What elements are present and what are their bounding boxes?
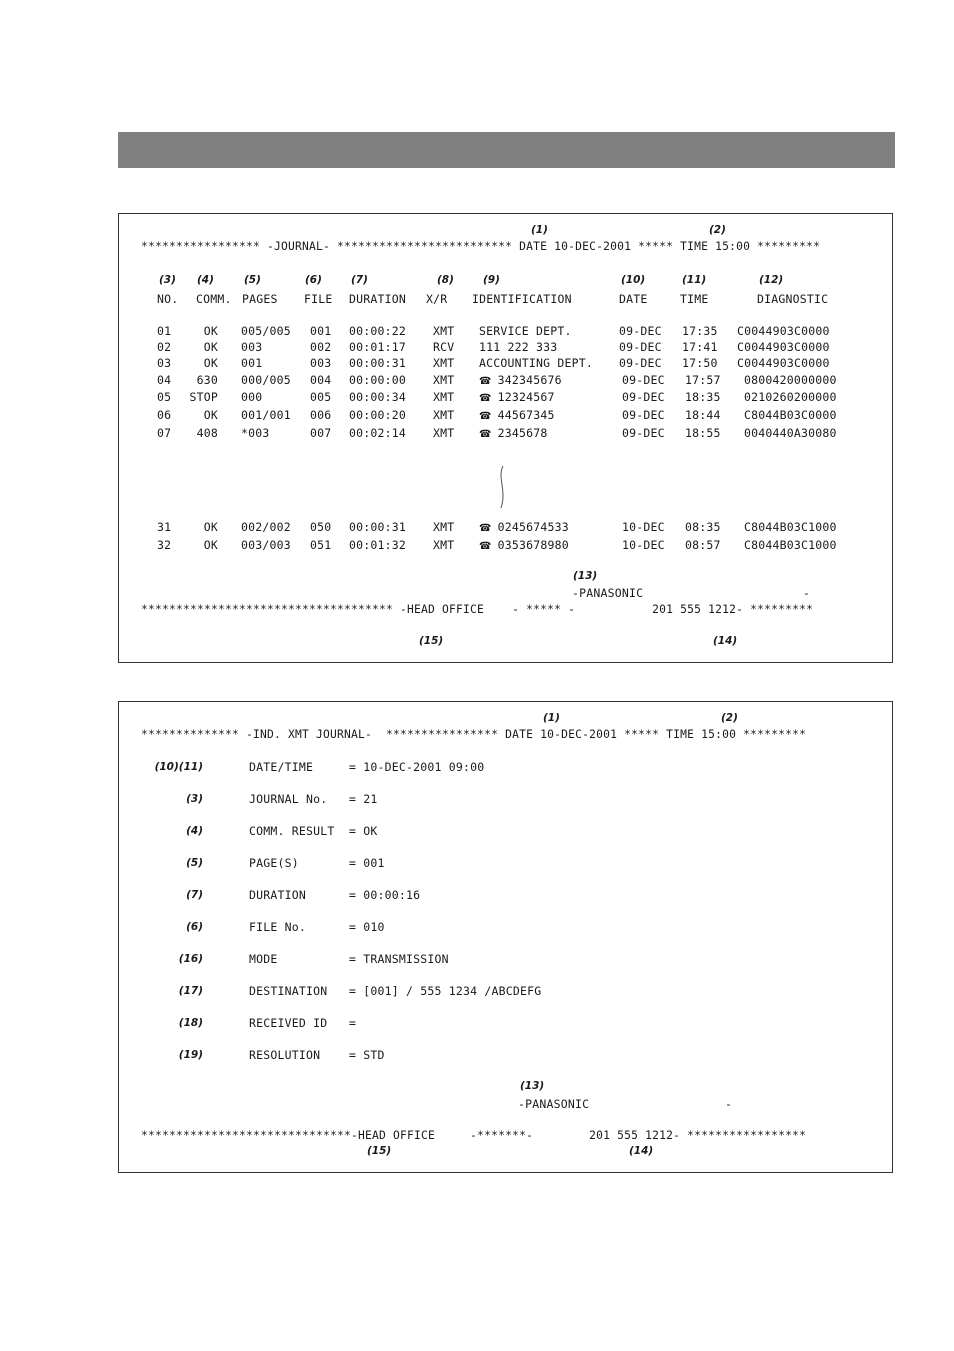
field-callout: (6) [186, 921, 203, 933]
cell-duration: 00:00:34 [349, 390, 406, 404]
field-label: FILE No. [249, 920, 306, 934]
column-callout: (6) [305, 274, 322, 286]
ind-xmt-journal-report [118, 701, 893, 1173]
cell-no: 31 [157, 520, 172, 534]
cell-id-text: 2345678 [497, 426, 548, 440]
cell-duration: 00:00:22 [349, 324, 406, 338]
cell-time: 18:35 [685, 390, 721, 404]
cell-id [479, 408, 555, 424]
column-header: NO. [157, 292, 179, 306]
cell-xr: XMT [433, 520, 455, 534]
column-header: COMM. [196, 292, 232, 306]
cell-no: 06 [157, 408, 172, 422]
cell-pages: 003/003 [241, 538, 291, 552]
column-callout: (5) [244, 274, 261, 286]
cell-pages: 003 [241, 340, 263, 354]
cell-file: 005 [310, 390, 332, 404]
cell-duration: 00:01:17 [349, 340, 406, 354]
cell-id [479, 520, 569, 536]
cell-id [479, 538, 569, 554]
cell-xr: RCV [433, 340, 455, 354]
field-label: RESOLUTION [249, 1048, 321, 1062]
footer-line: ************************************ -HEAD OFFICE - ***** - 201 555 1212- ********* [141, 603, 814, 616]
callout-13: (13) [520, 1080, 545, 1092]
cell-pages: 001/001 [241, 408, 291, 422]
cell-time: 08:35 [685, 520, 721, 534]
cell-comm: OK [203, 520, 218, 534]
cell-xr: XMT [433, 538, 455, 552]
cell-comm: 408 [196, 426, 218, 440]
cell-time: 08:57 [685, 538, 721, 552]
column-callout: (8) [437, 274, 454, 286]
callout-1: (1) [543, 712, 560, 724]
cell-date: 09-DEC [622, 426, 665, 440]
cell-no: 02 [157, 340, 172, 354]
cell-file: 004 [310, 373, 332, 387]
cell-time: 18:44 [685, 408, 721, 422]
cell-pages: 001 [241, 356, 263, 370]
field-callout: (4) [186, 825, 203, 837]
cell-comm: OK [203, 408, 218, 422]
cell-time: 17:57 [685, 373, 721, 387]
cell-time: 17:41 [682, 340, 718, 354]
callout-2: (2) [721, 712, 738, 724]
cell-diag: C0044903C0000 [737, 324, 830, 338]
cell-id-text: 44567345 [497, 408, 555, 422]
cell-duration: 00:02:14 [349, 426, 406, 440]
cell-diag: C8044B03C1000 [744, 520, 837, 534]
cell-id [479, 390, 555, 406]
cell-file: 006 [310, 408, 332, 422]
column-callout: (9) [483, 274, 500, 286]
field-callout: (7) [186, 889, 203, 901]
cell-no: 07 [157, 426, 172, 440]
cell-diag: 0210260200000 [744, 390, 837, 404]
field-label: RECEIVED ID [249, 1016, 328, 1030]
cell-diag: 0040440A30080 [744, 426, 837, 440]
cell-id: 111 222 333 [479, 340, 558, 354]
telephone-icon: ☎ [479, 429, 492, 440]
callout-14: (14) [629, 1145, 654, 1157]
cell-comm: STOP [189, 390, 218, 404]
column-header: DURATION [349, 292, 406, 306]
callout-15: (15) [419, 635, 444, 647]
field-callout: (10)(11) [154, 761, 203, 773]
column-header: PAGES [242, 292, 278, 306]
cell-date: 10-DEC [622, 538, 665, 552]
cell-no: 04 [157, 373, 172, 387]
cell-time: 17:35 [682, 324, 718, 338]
cell-pages: 005/005 [241, 324, 291, 338]
cell-file: 001 [310, 324, 332, 338]
cell-no: 03 [157, 356, 172, 370]
footer-panasonic: -PANASONIC [572, 586, 644, 600]
footer-panasonic: -PANASONIC [518, 1097, 590, 1111]
cell-comm: OK [203, 538, 218, 552]
cell-diag: C0044903C0000 [737, 340, 830, 354]
cell-date: 09-DEC [622, 408, 665, 422]
cell-xr: XMT [433, 356, 455, 370]
cell-duration: 00:00:20 [349, 408, 406, 422]
field-value: = 10-DEC-2001 09:00 [349, 760, 485, 774]
cell-pages: 002/002 [241, 520, 291, 534]
cell-xr: XMT [433, 390, 455, 404]
field-value: = 21 [349, 792, 378, 806]
field-value: = OK [349, 824, 378, 838]
cell-id-text: 12324567 [497, 390, 555, 404]
cell-comm: OK [203, 356, 218, 370]
field-callout: (16) [178, 953, 203, 965]
callout-15: (15) [367, 1145, 392, 1157]
cell-comm: 630 [196, 373, 218, 387]
telephone-icon: ☎ [479, 523, 492, 534]
cell-id-text: 0353678980 [497, 538, 569, 552]
field-callout: (5) [186, 857, 203, 869]
field-callout: (17) [178, 985, 203, 997]
cell-diag: C8044B03C0000 [744, 408, 837, 422]
field-value: = 001 [349, 856, 385, 870]
field-label: DESTINATION [249, 984, 328, 998]
cell-diag: C8044B03C1000 [744, 538, 837, 552]
cell-comm: OK [203, 340, 218, 354]
footer-dash: - [725, 1097, 733, 1111]
field-label: PAGE(S) [249, 856, 299, 870]
telephone-icon: ☎ [479, 541, 492, 552]
cell-file: 050 [310, 520, 332, 534]
cell-date: 10-DEC [622, 520, 665, 534]
cell-file: 051 [310, 538, 332, 552]
cell-date: 09-DEC [619, 340, 662, 354]
field-value: = 00:00:16 [349, 888, 421, 902]
journal-header-line: ***************** -JOURNAL- ************************* DATE 10-DEC-2001 ***** TIME 15:00 ********* [141, 240, 821, 253]
cell-id-text: 0245674533 [497, 520, 569, 534]
field-label: COMM. RESULT [249, 824, 335, 838]
cell-pages: *003 [241, 426, 270, 440]
field-value: = 010 [349, 920, 385, 934]
cell-file: 007 [310, 426, 332, 440]
journal-report [118, 213, 893, 663]
cell-diag: 0800420000000 [744, 373, 837, 387]
section-header-bar [118, 132, 895, 168]
field-label: MODE [249, 952, 278, 966]
column-header: FILE [304, 292, 333, 306]
footer-dash: - [803, 586, 811, 600]
column-callout: (10) [621, 274, 646, 286]
cell-id [479, 426, 548, 442]
field-callout: (3) [186, 793, 203, 805]
callout-14: (14) [713, 635, 738, 647]
cell-no: 32 [157, 538, 172, 552]
field-label: DURATION [249, 888, 306, 902]
field-callout: (18) [178, 1017, 203, 1029]
cell-xr: XMT [433, 373, 455, 387]
column-callout: (11) [682, 274, 707, 286]
cell-xr: XMT [433, 426, 455, 440]
cell-duration: 00:01:32 [349, 538, 406, 552]
field-label: JOURNAL No. [249, 792, 328, 806]
telephone-icon: ☎ [479, 411, 492, 422]
cell-time: 18:55 [685, 426, 721, 440]
cell-id [479, 373, 562, 389]
column-header: DATE [619, 292, 648, 306]
cell-xr: XMT [433, 408, 455, 422]
field-value: = [349, 1016, 357, 1030]
cell-file: 003 [310, 356, 332, 370]
telephone-icon: ☎ [479, 393, 492, 404]
callout-13: (13) [573, 570, 598, 582]
cell-id: SERVICE DEPT. [479, 324, 572, 338]
field-value: = [001] / 555 1234 /ABCDEFG [349, 984, 542, 998]
field-label: DATE/TIME [249, 760, 314, 774]
column-callout: (3) [159, 274, 176, 286]
column-header: X/R [426, 292, 448, 306]
cell-date: 09-DEC [622, 390, 665, 404]
cell-date: 09-DEC [622, 373, 665, 387]
footer-line: ******************************-HEAD OFFICE -*******- 201 555 1212- ***************** [141, 1129, 807, 1142]
column-header: DIAGNOSTIC [757, 292, 829, 306]
break-mark [497, 464, 509, 510]
column-callout: (7) [351, 274, 368, 286]
cell-no: 01 [157, 324, 172, 338]
cell-id-text: 342345676 [497, 373, 562, 387]
column-header: IDENTIFICATION [472, 292, 572, 306]
cell-no: 05 [157, 390, 172, 404]
cell-diag: C0044903C0000 [737, 356, 830, 370]
cell-date: 09-DEC [619, 324, 662, 338]
callout-2: (2) [709, 224, 726, 236]
column-callout: (4) [197, 274, 214, 286]
ind-header-line: ************** -IND. XMT JOURNAL- **************** DATE 10-DEC-2001 ***** TIME 15:00 ********* [141, 728, 807, 741]
cell-duration: 00:00:31 [349, 520, 406, 534]
cell-xr: XMT [433, 324, 455, 338]
cell-time: 17:50 [682, 356, 718, 370]
callout-1: (1) [531, 224, 548, 236]
cell-duration: 00:00:31 [349, 356, 406, 370]
telephone-icon: ☎ [479, 376, 492, 387]
cell-file: 002 [310, 340, 332, 354]
cell-comm: OK [203, 324, 218, 338]
cell-date: 09-DEC [619, 356, 662, 370]
cell-pages: 000 [241, 390, 263, 404]
column-callout: (12) [759, 274, 784, 286]
cell-id: ACCOUNTING DEPT. [479, 356, 593, 370]
column-header: TIME [680, 292, 709, 306]
cell-duration: 00:00:00 [349, 373, 406, 387]
field-callout: (19) [178, 1049, 203, 1061]
field-value: = TRANSMISSION [349, 952, 449, 966]
cell-pages: 000/005 [241, 373, 291, 387]
field-value: = STD [349, 1048, 385, 1062]
